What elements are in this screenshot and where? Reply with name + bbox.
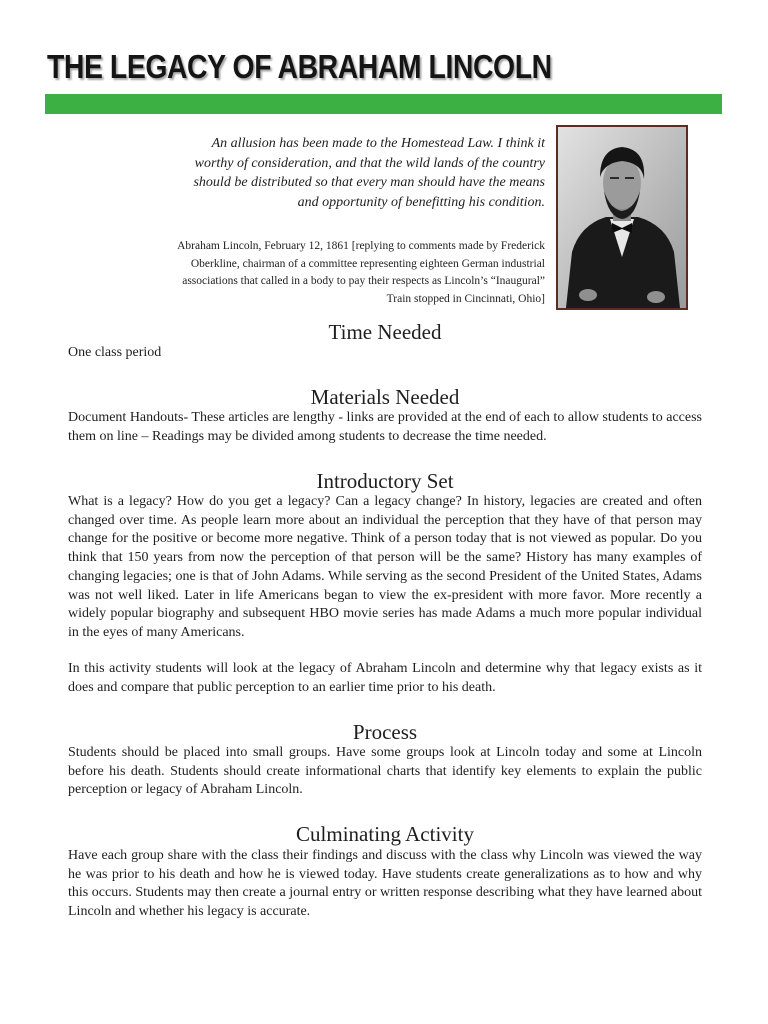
heading-process: Process [352, 720, 418, 744]
heading-materials-needed: Materials Needed [310, 385, 460, 409]
heading-introductory-set: Introductory Set [316, 469, 454, 493]
lincoln-quote: An allusion has been made to the Homestead Law. I think it worthy of consideration, and that the wild lands of the country should be distributed so that every man should have the means and opportunity of benefitting his condition. [193, 136, 545, 210]
culminating-activity-text: Have each group share with the class their findings and discuss with the class why Lincoln was viewed the way he was prior to his death and how he is viewed today. Have students create generalizations as to how and why this occurs. Students may then create a journal entry or written response describing what they have learned about Lincoln and whether his legacy is accurate. [68, 848, 702, 920]
heading-time-needed: Time Needed [328, 320, 442, 344]
materials-needed-text: Document Handouts- These articles are lengthy - links are provided at the end of each to allow students to access them on line – Readings may be divided among students to decrease the time needed. [68, 410, 702, 444]
process-text: Students should be placed into small groups. Have some groups look at Lincoln today and some at Lincoln before his death. Students should create informational charts that identify key elements to explain the public perception or legacy of Abraham Lincoln. [68, 745, 702, 798]
page-title: THE LEGACY OF ABRAHAM LINCOLN [47, 48, 552, 85]
quote-citation: Abraham Lincoln, February 12, 1861 [replying to comments made by Frederick Oberkline, chairman of a committee representing eighteen German industrial associations that called in a body to pay their respects as Lincoln’s “Inaugural” Train stopped in Cincinnati, Ohio] [177, 240, 545, 305]
lincoln-portrait-photo [556, 125, 688, 310]
title-accent-bar [45, 94, 722, 114]
heading-culminating-activity: Culminating Activity [296, 822, 474, 846]
introductory-set-paragraph-2: In this activity students will look at the legacy of Abraham Lincoln and determine why that legacy exists as it does and compare that public perception to an earlier time prior to his death. [68, 661, 702, 695]
introductory-set-paragraph-1: What is a legacy? How do you get a legacy? Can a legacy change? In history, legacies are created and often changed over time. As people learn more about an individual the perception that they have of that person may change for the positive or become more negative. Think of a person today that is not viewed as popular. Do you think that 150 years from now the perception of that person will be the same? History has many examples of changing legacies; one is that of John Adams. While serving as the second President of the United States, Adams was not well liked. Later in life Americans began to view the ex-president with more favor. More recently a widely popular biography and subsequent HBO movie series has made Adams a much more popular individual in the eyes of many Americans. [68, 494, 702, 640]
time-needed-text: One class period [68, 345, 162, 360]
